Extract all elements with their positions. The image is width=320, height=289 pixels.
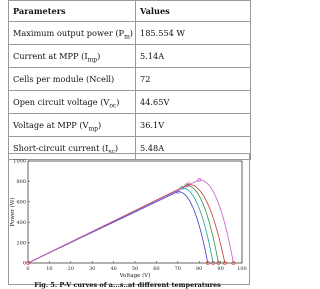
table-body — [9, 22, 251, 160]
header-parameters: Parameters — [9, 1, 136, 22]
pv-chart — [9, 154, 249, 284]
table-row — [9, 22, 251, 45]
param-value: 72 — [136, 68, 251, 91]
param-name-end: ) — [114, 143, 119, 153]
param-name-end: ) — [116, 97, 120, 107]
param-name: Voltage at MPP (V — [13, 120, 89, 130]
x-axis-label: Voltage (V) — [119, 273, 151, 279]
y-tick-label: 400 — [16, 219, 26, 226]
y-tick-label: 1000 — [13, 158, 26, 165]
pv-curve-series-3 — [28, 185, 218, 263]
pv-curve-series-1 — [28, 192, 208, 263]
y-tick-label: 200 — [16, 240, 26, 247]
param-name: Cells per module (Ncell) — [13, 74, 115, 84]
x-tick-label: 60 — [153, 266, 160, 272]
table-row — [9, 114, 251, 137]
param-name-cell — [9, 68, 136, 91]
param-name-end: ) — [98, 120, 102, 130]
table-row — [9, 45, 251, 68]
x-tick-label: 10 — [46, 266, 53, 272]
param-subscript: mp — [88, 125, 98, 133]
header-values: Values — [136, 1, 251, 22]
y-tick-label: 800 — [16, 179, 26, 186]
table-row — [9, 91, 251, 114]
table-header-row — [9, 1, 251, 22]
param-name-cell — [9, 91, 136, 114]
param-value: 5.14A — [136, 45, 251, 68]
y-tick-label: 0 — [22, 260, 26, 267]
x-tick-label: 90 — [217, 266, 224, 272]
param-name-cell — [9, 22, 136, 45]
x-tick-label: 50 — [131, 266, 139, 272]
param-subscript: m — [124, 33, 130, 41]
param-subscript: oc — [109, 102, 117, 110]
pv-curve-series-2 — [28, 188, 213, 263]
param-value: 44.65V — [136, 91, 251, 114]
x-tick-label: 100 — [237, 266, 247, 272]
param-name-end: ) — [97, 51, 101, 61]
param-name-cell — [9, 45, 136, 68]
param-name: Current at MPP (I — [13, 51, 88, 61]
pv-curve-series-4 — [28, 184, 225, 263]
param-name: Maximum output power (P — [13, 28, 125, 38]
param-name-cell — [9, 114, 136, 137]
param-subscript: sc — [108, 148, 115, 156]
pv-curve-series-5 — [28, 180, 233, 263]
y-tick-label: 600 — [16, 199, 26, 206]
y-axis-label: Power (W) — [10, 197, 16, 227]
param-value: 185.554 W — [136, 22, 251, 45]
x-tick-label: 30 — [89, 266, 96, 272]
table-row — [9, 68, 251, 91]
param-value: 5.48A — [136, 137, 251, 160]
x-tick-label: 80 — [196, 266, 203, 272]
x-tick-label: 70 — [174, 266, 181, 272]
x-tick-label: 0 — [26, 266, 30, 272]
param-name: Short-circuit current (I — [13, 143, 109, 153]
x-tick-label: 40 — [110, 266, 117, 272]
x-tick-label: 20 — [67, 266, 74, 272]
parameters-table — [8, 0, 251, 160]
param-value: 36.1V — [136, 114, 251, 137]
figure-caption: Fig. 5. P-V curves of a...s..at different temperatures — [34, 281, 221, 289]
param-subscript: mp — [87, 56, 98, 64]
param-name-end: ) — [129, 28, 133, 38]
param-name: Open circuit voltage (V — [13, 97, 110, 107]
chart-frame — [8, 153, 250, 285]
